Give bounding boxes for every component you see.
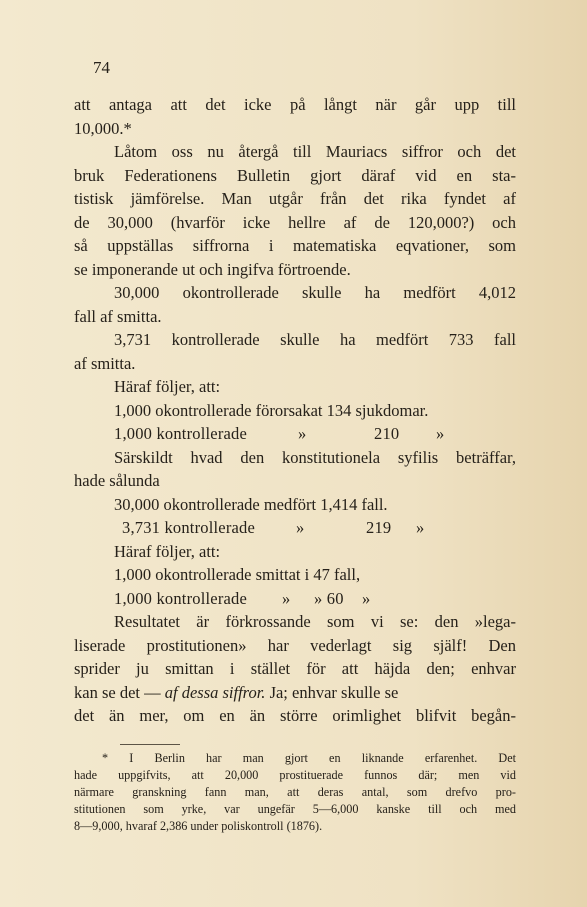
footnote-divider: [120, 744, 180, 745]
text-line: bruk Federationens Bulletin gjort däraf vid en sta-: [74, 165, 516, 185]
text-line: att antaga att det icke på långt när går upp till: [74, 95, 516, 114]
footnote: [74, 750, 516, 835]
table-row: [74, 587, 516, 611]
row-label: 1,000 kontrollerade: [114, 588, 248, 608]
row-value: 210: [374, 424, 400, 443]
page-number: 74: [93, 58, 110, 77]
text-line: 1,000 okontrollerade smittat i 47 fall,: [114, 565, 361, 584]
row-value: » 60: [314, 588, 344, 608]
text-line: liserade prostitutionen» har vederlagt sig själf! Den: [74, 635, 516, 655]
ditto-mark: »: [362, 588, 371, 608]
emphasis-text: af dessa siffror.: [164, 682, 266, 702]
ditto-mark: »: [282, 588, 291, 608]
text-line: Särskildt hvad den konstitutionela syfilis beträffar,: [114, 447, 516, 467]
footnote-line: 8—9,000, hvaraf 2,386 under poliskontroll (1876).: [74, 819, 323, 833]
ditto-mark: »: [296, 518, 305, 537]
text-line: 30,000 okontrollerade skulle ha medfört 4,012: [114, 283, 516, 302]
text-line: se imponerande ut och ingifva förtroende.: [74, 259, 351, 279]
ditto-mark: »: [298, 424, 307, 443]
text-line: 1,000 okontrollerade förorsakat 134 sjukdomar.: [114, 400, 429, 420]
ditto-mark: »: [416, 518, 425, 537]
row-label: 3,731 kontrollerade: [122, 518, 256, 537]
main-text: [74, 93, 516, 728]
text-line: det än mer, om en än större orimlighet blifvit begån-: [74, 706, 516, 725]
text-fragment: Ja; enhvar skulle se: [265, 682, 399, 702]
text-line: hade sålunda: [74, 471, 160, 490]
table-row: [74, 422, 516, 446]
footnote-line: stitutionen som yrke, var ungefär 5—6,000 kanske till och med: [74, 802, 516, 816]
text-line: af smitta.: [74, 353, 136, 373]
text-line: Resultatet är förkrossande som vi se: den »lega-: [114, 612, 516, 631]
ditto-mark: »: [436, 424, 445, 443]
table-row: [74, 516, 516, 540]
row-label: 1,000 kontrollerade: [114, 424, 248, 443]
text-line: 10,000.*: [74, 118, 132, 138]
text-line: 3,731 kontrollerade skulle ha medfört 733 fall: [114, 330, 516, 349]
text-line: tistisk jämförelse. Man utgår från det rika fyndet af: [74, 189, 516, 208]
footnote-line: hade uppgifvits, att 20,000 prostituerade funnos där; men vid: [74, 768, 516, 782]
text-line: Häraf följer, att:: [114, 541, 221, 561]
text-line: så uppställas siffrorna i matematiska eqvationer, som: [74, 236, 516, 255]
text-line: sprider ju smittan i stället för att häjda den; enhvar: [74, 659, 516, 678]
footnote-line: * I Berlin har man gjort en liknande erfarenhet. Det: [102, 751, 516, 765]
text-line: [74, 681, 516, 705]
footnote-line: närmare granskning fann man, att deras antal, som drefvo pro-: [74, 785, 516, 799]
text-line: fall af smitta.: [74, 306, 162, 326]
text-line: Låtom oss nu återgå till Mauriacs siffror och det: [114, 142, 516, 161]
text-line: 30,000 okontrollerade medfört 1,414 fall.: [114, 494, 388, 514]
row-value: 219: [366, 518, 392, 537]
text-line: de 30,000 (hvarför icke hellre af de 120,000?) och: [74, 212, 516, 232]
text-fragment: kan se det —: [74, 682, 161, 702]
text-line: Häraf följer, att:: [114, 377, 221, 396]
